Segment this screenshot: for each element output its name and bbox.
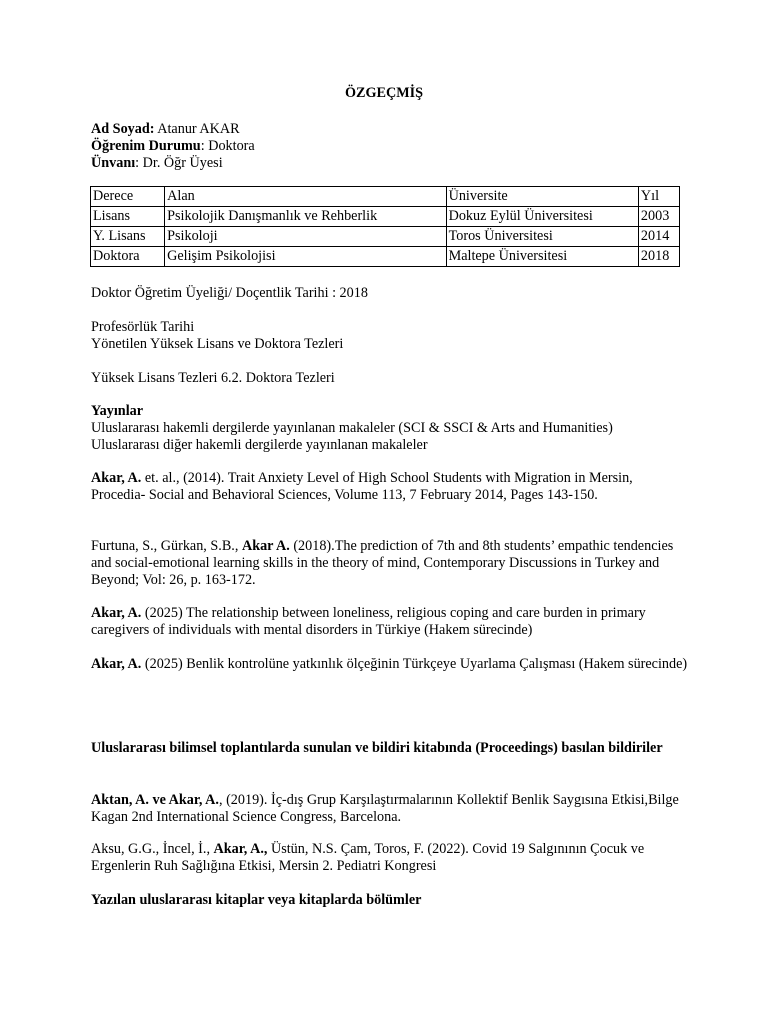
table-row	[91, 207, 680, 227]
professorship-block	[91, 319, 688, 353]
author-name: Akar, A.	[91, 605, 142, 621]
table-cell: Toros Üniversitesi	[446, 227, 638, 247]
table-cell: Lisans	[91, 207, 165, 227]
degrees-table	[90, 186, 680, 267]
table-header-cell: Üniversite	[446, 187, 638, 207]
author-name: Aktan, A. ve Akar, A.	[91, 792, 219, 808]
supervised-theses: Yönetilen Yüksek Lisans ve Doktora Tezleri	[91, 336, 344, 352]
table-header-cell: Derece	[91, 187, 165, 207]
rank-value: : Dr. Öğr Üyesi	[135, 155, 223, 171]
doctor-lecturer-date: Doktor Öğretim Üyeliği/ Doçentlik Tarihi : 2018	[91, 285, 368, 301]
table-cell: Dokuz Eylül Üniversitesi	[446, 207, 638, 227]
author-name: Akar A.	[241, 538, 290, 554]
table-cell: Psikolojik Danışmanlık ve Rehberlik	[165, 207, 446, 227]
education-value: : Doktora	[200, 138, 255, 154]
personal-info	[91, 121, 688, 172]
publication-entry	[91, 470, 688, 504]
coauthors: Furtuna, S., Gürkan, S.B.,	[91, 538, 242, 554]
table-cell: 2014	[638, 227, 679, 247]
coauthors: Aksu, G.G., İncel, İ.,	[91, 841, 214, 857]
name-line	[91, 121, 688, 138]
table-row	[91, 227, 680, 247]
publication-entry	[91, 538, 688, 589]
table-cell: Doktora	[91, 247, 165, 267]
author-name: Akar, A.,	[213, 841, 268, 857]
table-cell: 2003	[638, 207, 679, 227]
citation-text: (2025) Benlik kontrolüne yatkınlık ölçeğinin Türkçeye Uyarlama Çalışması (Hakem sürecinde)	[141, 656, 688, 672]
citation-text: et. al., (2014). Trait Anxiety Level of High School Students with Migration in Mersin, Procedia- Social and Behavioral Sciences, Volume 113, 7 February 2014, Pages 143-150.	[91, 470, 633, 503]
table-header-cell: Yıl	[638, 187, 679, 207]
publications-block	[91, 403, 688, 454]
table-row	[91, 247, 680, 267]
citation-text: (2025) The relationship between loneliness, religious coping and care burden in primary caregivers of individuals with mental disorders in Türkiye (Hakem sürecinde)	[91, 605, 646, 638]
rank-line	[91, 155, 688, 172]
proceedings-heading: Uluslararası bilimsel toplantılarda sunulan ve bildiri kitabında (Proceedings) basılan bildiriler	[91, 740, 663, 756]
proceeding-entry	[91, 841, 688, 875]
page-title: ÖZGEÇMİŞ	[344, 85, 424, 101]
table-cell: 2018	[638, 247, 679, 267]
author-name: Akar, A.	[91, 470, 142, 486]
education-line	[91, 138, 688, 155]
citation-text: , (2019). İç-dış Grup Karşılaştırmalarının Kollektif Benlik Saygısına Etkisi,Bilge Kagan 2nd International Science Congress, Barcelona.	[91, 792, 679, 825]
theses-subheading: Yüksek Lisans Tezleri 6.2. Doktora Tezleri	[91, 370, 335, 386]
rank-label: Ünvanı	[91, 155, 136, 171]
publications-heading: Yayınlar	[91, 403, 144, 419]
citation-text: Üstün, N.S. Çam, Toros, F. (2022). Covid 19 Salgınının Çocuk ve Ergenlerin Ruh Sağlığına Etkisi, Mersin 2. Pediatri Kongresi	[91, 841, 645, 874]
table-header-cell: Alan	[165, 187, 446, 207]
table-cell: Gelişim Psikolojisi	[165, 247, 446, 267]
author-name: Akar, A.	[91, 656, 142, 672]
table-header-row	[91, 187, 680, 207]
publications-subheading: Uluslararası hakemli dergilerde yayınlanan makaleler (SCI & SSCI & Arts and Humanities)	[91, 420, 613, 436]
professorship-date: Profesörlük Tarihi	[91, 319, 195, 335]
table-cell: Y. Lisans	[91, 227, 165, 247]
books-heading: Yazılan uluslararası kitaplar veya kitaplarda bölümler	[91, 892, 422, 908]
table-cell: Psikoloji	[165, 227, 446, 247]
publication-entry	[91, 605, 688, 639]
citation-text: (2018).The prediction of 7th and 8th students’ empathic tendencies and social-emotional learning skills in the theory of mind, Contemporary Discussions in Turkey and Beyond; Vol: 26, p. 163-172.	[91, 538, 674, 588]
table-cell: Maltepe Üniversitesi	[446, 247, 638, 267]
proceeding-entry	[91, 792, 688, 826]
publication-entry	[91, 656, 688, 673]
publications-subheading: Uluslararası diğer hakemli dergilerde yayınlanan makaleler	[91, 437, 428, 453]
name-value: Atanur AKAR	[154, 121, 240, 137]
name-label: Ad Soyad:	[91, 121, 155, 137]
education-label: Öğrenim Durumu	[91, 138, 201, 154]
